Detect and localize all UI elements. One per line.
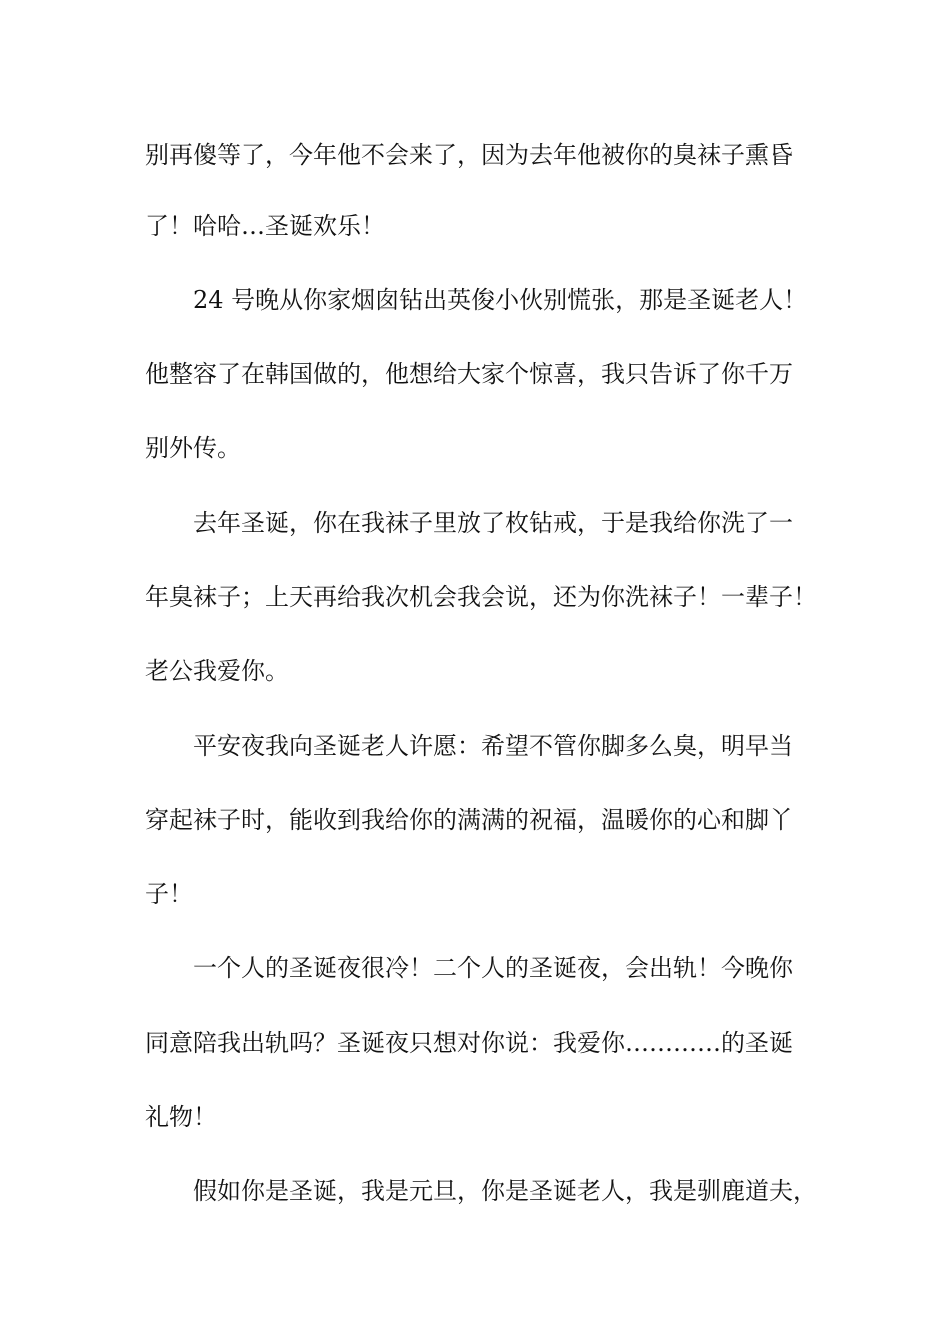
text-line: 子！ bbox=[145, 880, 193, 908]
text-line: 别外传。 bbox=[145, 434, 241, 462]
paragraph-start-line: 一个人的圣诞夜很冷！二个人的圣诞夜，会出轨！今晚你 bbox=[193, 954, 793, 982]
paragraph-start-line: 假如你是圣诞，我是元旦，你是圣诞老人，我是驯鹿道夫， bbox=[193, 1177, 817, 1205]
paragraph-start-line: 去年圣诞，你在我袜子里放了枚钻戒，于是我给你洗了一 bbox=[193, 509, 793, 537]
text-line: 别再傻等了，今年他不会来了，因为去年他被你的臭袜子熏昏 bbox=[145, 141, 793, 169]
text-line: 穿起袜子时，能收到我给你的满满的祝福，温暖你的心和脚丫 bbox=[145, 806, 793, 834]
text-line: 年臭袜子；上天再给我次机会我会说，还为你洗袜子！一辈子！ bbox=[145, 583, 817, 611]
text-line: 礼物！ bbox=[145, 1103, 217, 1131]
paragraph-start-line: 24 号晚从你家烟囱钻出英俊小伙别慌张，那是圣诞老人！ bbox=[193, 286, 808, 314]
paragraph-start-line: 平安夜我向圣诞老人许愿：希望不管你脚多么臭，明早当 bbox=[193, 732, 793, 760]
text-line: 同意陪我出轨吗？圣诞夜只想对你说：我爱你…………的圣诞 bbox=[145, 1029, 793, 1057]
text-line: 了！哈哈…圣诞欢乐！ bbox=[145, 212, 385, 240]
text-line: 他整容了在韩国做的，他想给大家个惊喜，我只告诉了你千万 bbox=[145, 360, 793, 388]
text-line: 老公我爱你。 bbox=[145, 657, 289, 685]
